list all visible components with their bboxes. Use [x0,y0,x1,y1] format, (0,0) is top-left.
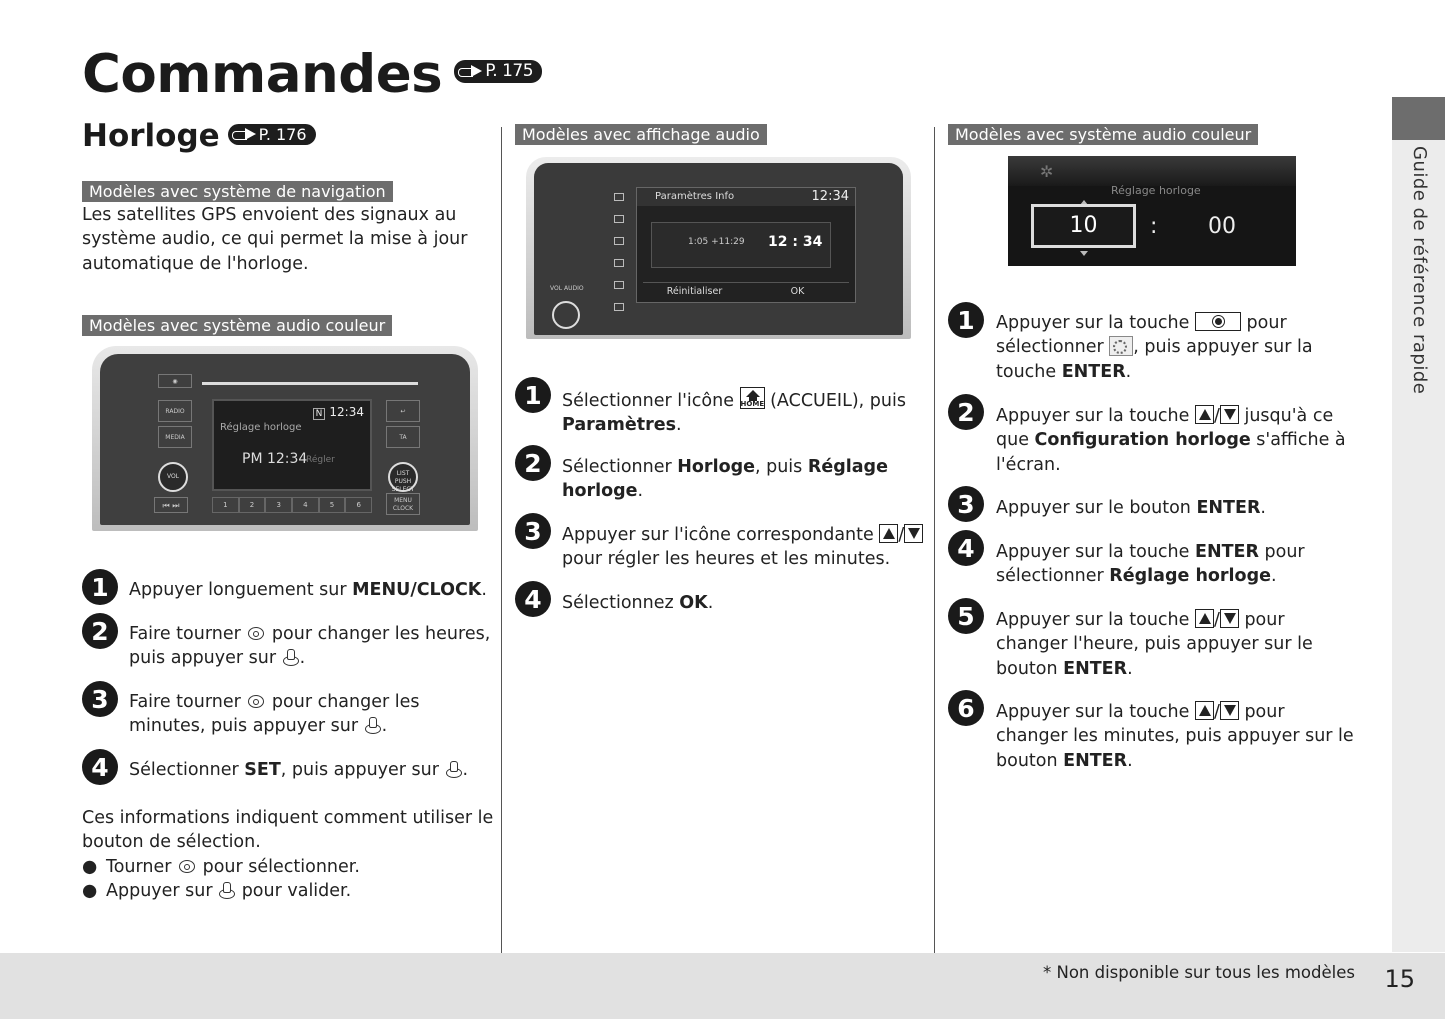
info-key-icon [1195,312,1241,331]
list-item: ● Tourner pour sélectionner. [82,855,360,879]
arrow-icon [232,128,256,141]
step-number: 4 [82,749,118,785]
step-number: 3 [82,681,118,717]
middle-step-4: Sélectionnez OK. [562,593,714,613]
step-number: 1 [948,302,984,338]
audio-icon [614,237,624,245]
color-audio-model-tag: Modèles avec système audio couleur [948,124,1258,145]
sidebar-label: Guide de référence rapide [1409,146,1430,395]
right-step-3: Appuyer sur le bouton ENTER. [996,498,1266,518]
up-arrow-key-icon [1195,609,1214,628]
step-number: 2 [948,394,984,430]
step-number: 1 [515,377,551,413]
down-arrow-key-icon [1220,609,1239,628]
phone-icon [614,259,624,267]
selector-knob-icon [177,857,197,875]
step-number: 2 [515,445,551,481]
middle-step-2: Sélectionner Horloge, puis Réglage horloge. [562,457,888,502]
right-step-1: Appuyer sur la touche pour sélectionner , puis appuyer sur la touche ENTER. [996,313,1313,382]
audio-display-unit-illustration: VOL AUDIO Paramètres Info 12:34 1:05 +11:29 12 : 34 Réinitialiser OK [526,157,911,339]
bullet-icon: ● [82,881,98,902]
clock-setting-screen-illustration: ✲ Réglage horloge 10 : 00 [1008,156,1296,266]
settings-key-icon [1109,336,1133,356]
down-arrow-key-icon [1220,701,1239,720]
step-number: 6 [948,690,984,726]
color-audio-model-tag: Modèles avec système audio couleur [82,315,392,336]
preset-buttons: 1 2 3 4 5 6 [212,497,372,513]
footnote: * Non disponible sur tous les modèles [1042,963,1355,982]
column-divider [501,127,502,953]
push-knob-icon [445,760,463,778]
volume-knob [552,301,580,329]
up-arrow-key-icon [879,524,898,543]
section-tab [1392,97,1445,140]
device-screen: Paramètres Info 12:34 1:05 +11:29 12 : 34 Réinitialiser OK [636,187,856,303]
section-reference-link[interactable]: P. 176 [228,124,316,145]
step-number: 3 [948,486,984,522]
device-screen: N 12:34 Réglage horloge PM 12:34 Régler [212,399,372,491]
bullet-icon: ● [82,857,98,877]
up-arrow-key-icon [1195,701,1214,720]
back-icon: ↩ [386,400,420,422]
back-icon [614,281,624,289]
step-number: 4 [515,581,551,617]
home-icon [614,193,624,201]
right-step-4: Appuyer sur la touche ENTER pour sélectionner Réglage horloge. [996,542,1305,587]
middle-step-3: Appuyer sur l'icône correspondante / pour régler les heures et les minutes. [562,523,923,572]
page-reference-link[interactable]: P. 175 [454,60,542,83]
push-knob-icon [282,648,300,666]
power-icon: ◉ [158,374,192,388]
left-step-1: Appuyer longuement sur MENU/CLOCK. [129,580,487,600]
section-title: Horloge P. 176 [82,118,316,154]
bullet-list [82,855,360,904]
list-item: ● Appuyer sur pour valider. [82,879,360,903]
skip-icon: ⏮ ⏭ [154,497,188,513]
nav-model-tag: Modèles avec système de navigation [82,181,393,202]
selector-info: Ces informations indiquent comment utiliser le bouton de sélection. [82,808,494,853]
step-number: 5 [948,598,984,634]
nav-description: Les satellites GPS envoient des signaux au système audio, ce qui permet la mise à jour automatique de l'horloge. [82,205,468,274]
selector-knob-icon [246,624,266,642]
step-number: 4 [948,530,984,566]
down-arrow-key-icon [1220,405,1239,424]
step-number: 1 [82,569,118,605]
color-audio-unit-illustration: ◉ RADIO MEDIA ↩ TA VOL LIST PUSH SELECT N 12:34 Réglage horloge PM 12:34 Régler 1 2 3 4 5 6 ⏮ ⏭ MENU CLOCK [92,346,478,531]
arrow-icon [458,65,482,78]
step-number: 3 [515,513,551,549]
right-step-2: Appuyer sur la touche / jusqu'à ce que Configuration horloge s'affiche à l'écran. [996,406,1346,475]
down-arrow-icon [1080,251,1088,256]
left-step-3: Faire tourner pour changer les minutes, puis appuyer sur . [129,692,420,737]
push-knob-icon [218,881,236,899]
page-title: Commandes P. 175 [82,44,542,105]
left-step-2: Faire tourner pour changer les heures, puis appuyer sur . [129,624,491,669]
right-step-5: Appuyer sur la touche / pour changer l'heure, puis appuyer sur le bouton ENTER. [996,610,1313,679]
selector-knob-icon [246,692,266,710]
audio-display-model-tag: Modèles avec affichage audio [515,124,767,145]
brightness-icon [614,303,624,311]
step-number: 2 [82,613,118,649]
up-arrow-key-icon [1195,405,1214,424]
push-knob-icon [364,716,382,734]
gear-icon: ✲ [1040,162,1054,181]
left-step-4: Sélectionner SET, puis appuyer sur . [129,760,469,780]
map-icon [614,215,624,223]
home-key-icon: HOME [740,387,765,409]
middle-step-1: Sélectionner l'icône HOME (ACCUEIL), puis Paramètres. [562,387,906,438]
page-number: 15 [1384,965,1415,993]
down-arrow-key-icon [904,524,923,543]
column-divider [934,127,935,953]
right-step-6: Appuyer sur la touche / pour changer les minutes, puis appuyer sur le bouton ENTER. [996,702,1354,771]
